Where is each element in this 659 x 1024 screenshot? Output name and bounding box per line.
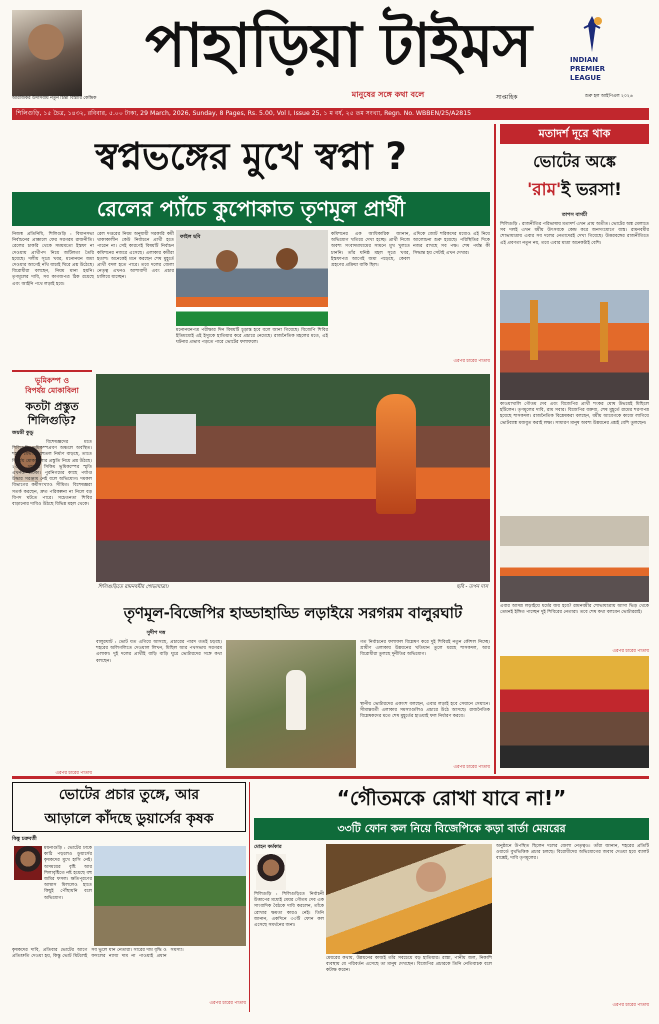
sidebar-headline-line1: ভোটের অঙ্কে [533, 152, 616, 171]
photo-figure [216, 250, 238, 272]
ipl-text [570, 56, 655, 83]
gautam-photo [326, 844, 492, 954]
sidebar-headline-post: ই ভরসা! [561, 180, 622, 200]
lead-subhead: রেলের প্যাঁচে কুপোকাত তৃণমূল প্রার্থী [12, 192, 490, 226]
sidebar-photo-1 [500, 290, 649, 400]
balurghat-byline: সুদীপ দত্ত [146, 630, 166, 636]
sidebar-headline-line2 [500, 176, 649, 204]
masthead-tagline: মানুষের সঙ্গে কথা বলে [351, 90, 425, 99]
sidebar-photo-2 [500, 516, 649, 602]
disaster-byline: জয়ন্তী কুন্ডু [12, 430, 34, 436]
sidebar-rule [494, 124, 496, 774]
gautam-subhead: ৩৩টি ফোন কল নিয়ে বিজেপিকে কড়া বার্তা মেয়রের [254, 818, 649, 840]
lead-col2: রেল দপ্তরের নিয়ম অনুযায়ী সরকারি কর্মী থাকাকালীন কেউ নির্বাচনে প্রার্থী হতে পারেন না। সেই কারণেই বিষয়টি নির্বাচন কমিশনের নজরে এসেছে। এলাকার কর্মীরা হতাশ। অনেকেই মনে করছেন শেষ মুহূর্তে প্রার্থী বদল হতে পারে। তবে দলের জেলা নেতৃত্ব এখনও আশাবাদী এবং প্রচার চালিয়ে যাচ্ছেন। [97, 232, 174, 281]
farmers-photo [94, 846, 246, 946]
balurghat-photo-figure [286, 670, 306, 730]
balurghat-cont: এরপর চারের পাতায় [453, 765, 490, 770]
rally-tableau-figure [376, 394, 416, 514]
farmers-cont: এরপর চারের পাতায় [209, 1001, 246, 1006]
sidebar-cont: এরপর চারের পাতায় [612, 649, 649, 654]
sidebar-body-mid: কাওয়াখালি গৌতম দেব এবং বিজেপির প্রার্থী শংকর ঘোষ উভয়েই মিছিলে হাঁটলেন। তৃণমূলের দাবি, রাম সবার। বিজেপির বক্তব্য, শেষ মুহূর্তে রামের শরণাপন্ন হয়েছে শাসকদল। রাজনৈতিক বিশ্লেষকরা বলছেন, ধর্মীয় আবেগকে কাজে লাগিয়ে ভোটব্যাঙ্ক মজবুত করাই লক্ষ্য। সাধারণ মানুষ অবশ্য উন্নয়নের প্রশ্নই বেশি তুলছেন। [500, 402, 649, 426]
ipl-logo-icon [578, 14, 606, 54]
disaster-body: বিশেষজ্ঞদের মতে শিলিগুড়ি ভূমিকম্পপ্রবণ অঞ্চলে অবস্থিত। শহরে যেভাবে বহুতল নির্মাণ বাড়ছে, তাতে বিপর্যয় মোকাবিলার প্রস্তুতি নিয়ে প্রশ্ন উঠছে। ২০১১ সালের সিকিম ভূমিকম্পের স্মৃতি এখনও টাটকা। পুরনিগমের কাছে পর্যাপ্ত উদ্ধার সরঞ্জাম নেই বলে অভিযোগ। দমকল বিভাগের কর্মীসংখ্যাও সীমিত। বিশেষজ্ঞরা সতর্ক করছেন, দ্রুত পরিকল্পনা না নিলে বড় বিপদ ঘটতে পারে। সচেতনতা শিবির বাড়ানোর দাবিও উঠছে বিভিন্ন মহল থেকে। [12, 440, 92, 508]
sidebar-body-top: শিলিগুড়ি : রাজনীতির পরিভাষায় মতাদর্শ এখন প্রায় অতীত। ভোটের অঙ্ক মেলাতে সব দলই এখন ধর্মীয় উৎসবকে কেন্দ্র করে জনসংযোগে ব্যস্ত। রামনবমীর শোভাযাত্রায় এবার সব দলের নেতাদেরই দেখা গিয়েছে। উত্তরবঙ্গের রাজনীতিতে এই প্রবণতা নতুন নয়, তবে এবার মাত্রা অনেকটাই বেশি। [500, 222, 650, 246]
balurghat-col3: স্থানীয় ভোটারদের একাংশ বলছেন, এবার লড়াই হবে সেয়ানে সেয়ানে। সীমান্তবর্তী এলাকার সমস্যাগুলিও প্রচারে উঠে আসছে। রাজনৈতিক বিশ্লেষকদের মতে শেষ মুহূর্তের হাওয়াই ফল নির্ধারণ করবে। [360, 702, 490, 720]
sidebar-tag: মতাদর্শ দূরে থাক [500, 124, 649, 144]
lead-headline: স্বপ্নভঙ্গের মুখে স্বপ্না ? [95, 135, 407, 178]
portrait-caption: আরজিকর উদাসব্যয় নতুন চিন্তা বিস্তারি কেন্দ্রিক [12, 96, 97, 101]
lead-photo-label: ফাইল ছবি [180, 234, 201, 240]
rally-caption-bar [96, 584, 490, 594]
farmers-byline: কিঙ্কু চক্রবর্তী [12, 836, 37, 842]
rally-vehicle [136, 414, 196, 454]
balurghat-col1: বালুরঘাট : ভোট যত এগিয়ে আসছে, প্রচারের পারদ ততই চড়ছে। শহরের অলিগলিতে দেওয়াল লিখন, মিছিল আর পথসভায় সরগরম এলাকা। দুই দলের প্রার্থীই বাড়ি বাড়ি ঘুরে ভোটারদের সঙ্গে কথা বলছেন। [96, 640, 222, 664]
ipl-line3: LEAGUE [570, 74, 601, 82]
farmers-headline1: ভোটের প্রচার তুঙ্গে, আর [58, 787, 200, 803]
dateline: শিলিগুড়ি, ১৫ চৈত্র, ১৪৩২, রবিবার, ৫.০০ টাকা, 29 March, 2026, Sunday, 8 Pages, Rs. 5.00, Vol I, Issue 25, ১ ম বর্ষ, ২৫ তম সংখ্যা, Regn. No. WBBEN/25/A2815 [12, 108, 649, 120]
ipl-sub: শুরু হল আইপিএল ২০২৬ [585, 94, 633, 99]
rally-photo [96, 374, 490, 582]
gautam-headline: “গৌতমকে রোখা যাবে না!” [336, 786, 567, 810]
masthead-weekly: সাপ্তাহিক [496, 94, 518, 101]
lead-photo [176, 230, 328, 326]
photo-figure [276, 248, 298, 270]
disaster-kicker2: বিপর্যয় মোকাবিলা [25, 386, 79, 395]
rally-caption: শিলিগুড়িতে রামনবমীর শোভাযাত্রা। [98, 584, 169, 590]
lead-col1: নিজস্ব প্রতিনিধি, শিলিগুড়ি : বিধানসভা নির্বাচনের প্রাক্কালে ফের সরগরম রাজনীতি। রেলের চাকরি থেকে সময়মতো ইস্তফা না দেওয়ায় প্রার্থীপদ নিয়ে জটিলতা তৈরি হয়েছে। দলীয় সূত্রে খবর, মনোনয়ন জমা দেওয়ার আগেই নথি যাচাই ঘিরে প্রশ্ন উঠেছে। বিরোধীরা বলছেন, নিয়ম মানা হয়নি। তৃণমূলের দাবি, সব কাগজপত্র ঠিক রয়েছে এবং আইনি পথে লড়াই হবে। [12, 232, 94, 287]
balurghat-photo [226, 640, 356, 768]
section-divider [12, 776, 649, 779]
flag-pole [600, 302, 608, 362]
disaster-kicker1: ভূমিকম্প ও [35, 376, 69, 385]
lead-col3: মনোনয়নপত্র পরীক্ষার দিন বিষয়টি চূড়ান্ত হবে বলে জানা গিয়েছে। বিজেপি শিবির ইতিমধ্যেই এই ইস্যুকে হাতিয়ার করে প্রচারে নেমেছে। রাজনৈতিক মহলের মতে, এই ঘটনার প্রভাব পড়তে পারে ভোটের ফলাফলে। [176, 328, 328, 346]
gautam-byline: মোহন কর্মকার [254, 844, 282, 850]
masthead-portrait [12, 10, 82, 96]
gautam-col3: অনুষ্ঠানে উপস্থিত ছিলেন দলের জেলা নেতৃত্বও। তাঁরা জানান, শহরের প্রতিটি ওয়ার্ডে বুথভিত্তিক প্রচার চলছে। বিরোধীদের অভিযোগের জবাব দেওয়া হবে ব্যালট বাক্সেই, দাবি তৃণমূলের। [496, 844, 649, 862]
disaster-headline [12, 400, 92, 428]
sidebar-photo-3 [500, 656, 649, 768]
ipl-line2: PREMIER [570, 65, 606, 73]
farmers-author-photo [14, 846, 42, 880]
gautam-author-photo [256, 854, 286, 890]
lead-col5: এদিকে জোট শরিকদের মধ্যেও এই নিয়ে আলোচনা শুরু হয়েছে। পরিস্থিতির দিকে নজর রাখছে সব পক্ষ। শেষ পর্যন্ত কী সিদ্ধান্ত হয় সেটাই এখন দেখার। [413, 232, 490, 256]
gautam-col1: শিলিগুড়ি : শিলিগুড়িতে নির্বাচনী উত্তাপের মধ্যেই মেয়র গৌতম দেব এক সাংবাদিক বৈঠকে দাবি করলেন, তাঁকে রোখার ক্ষমতা কারও নেই। তিনি জানান, একদিনে ৩৩টি ফোন কল এসেছে সমর্থনের জন্য। [254, 892, 324, 929]
lead-cont: এরপর চারের পাতায় [453, 359, 490, 364]
disaster-headline1: কতটা প্রস্তুত [25, 400, 79, 413]
sidebar-body-low: এবার আসন্ন লড়াইয়ে ধর্মের জয় হবে? রামনবমীর শোভাযাত্রায় আসা ভিড় থেকে তেমনই ইঙ্গিত পাচ্ছেন দুই শিবিরের নেতারা। তবে শেষ কথা বলবেন ভোটাররাই। [500, 604, 649, 616]
farmers-body-bottom: কৃষকদের দাবি, প্রতিবার ভোটের আগে প্রতিশ্রুতি দেওয়া হয়, কিন্তু ভোট মিটলেই সব ভুলে যান নেতারা। সারের দাম বৃদ্ধি ও ফসলের ন্যায্য দাম না পাওয়াই প্রধান সমস্যা। [12, 948, 184, 960]
masthead-title: পাহাড়িয়া টাইমস [145, 11, 531, 81]
farmers-headline2: আড়ালে কাঁদছে ডুয়ার্সের কৃষক [44, 811, 214, 827]
column-rule [249, 782, 250, 1012]
gautam-cont: এরপর চারের পাতায় [612, 1003, 649, 1008]
gautam-col2: মেয়রের কথায়, উন্নয়নের কাজই তাঁর সবচেয়ে বড় হাতিয়ার। রাস্তা, পানীয় জল, নিকাশি ব্যবস্থায় যে পরিবর্তন এসেছে তা মানুষ দেখছেন। বিজেপির প্রচারকে তিনি নেতিবাচক বলে কটাক্ষ করেন। [326, 956, 492, 974]
disaster-headline2: শিলিগুড়ি? [27, 414, 77, 427]
gautam-photo-face [416, 862, 446, 892]
disaster-kicker [12, 376, 92, 396]
balurghat-col2: গত নির্বাচনের ফলাফল বিশ্লেষণ করে দুই শিবিরই নতুন কৌশল নিচ্ছে। গ্রামীণ এলাকায় উন্নয়নের খতিয়ান তুলে ধরছে শাসকদল, আর বিরোধীরা তুলছে দুর্নীতির অভিযোগ। [360, 640, 490, 658]
divider [12, 370, 92, 372]
lead-col4: কমিশনের এক আধিকারিক জানান, অভিযোগ খতিয়ে দেখা হচ্ছে। প্রার্থী নিজে অবশ্য সংবাদমাধ্যমের সামনে মুখ খুলতে চাননি। তাঁর ঘনিষ্ঠ মহল সূত্রে খবর, ইস্তফাপত্র আগেই জমা পড়েছে, কেবল গ্রহণের প্রক্রিয়া বাকি ছিল। [331, 232, 410, 269]
sidebar-byline: তাপস বাগচী [561, 212, 588, 218]
ipl-line1: INDIAN [570, 56, 599, 64]
farmers-body-top: ময়নাগুড়ি : ভোটের ঢাকে কাঠি পড়লেও ডুয়ার্সের কৃষকদের মুখে হাসি নেই। অসময়ের বৃষ্টি আর শিলাবৃষ্টিতে নষ্ট হয়েছে বহু জমির ফসল। ক্ষতিপূরণের আশ্বাস মিললেও হাতে কিছুই পৌঁছায়নি বলে অভিযোগ। [44, 846, 92, 901]
sidebar-headline-em: 'রাম' [527, 180, 562, 200]
disaster-cont: এরপর চারের পাতায় [55, 771, 92, 776]
farmers-headline-box [12, 782, 246, 832]
flag-pole [530, 300, 538, 360]
rally-credit: ছবি - তপন দাস [456, 584, 488, 590]
portrait-face [28, 24, 64, 60]
balurghat-headline: তৃণমূল-বিজেপির হাড্ডাহাড্ডি লড়াইয়ে সরগরম বালুরঘাট [123, 604, 463, 622]
